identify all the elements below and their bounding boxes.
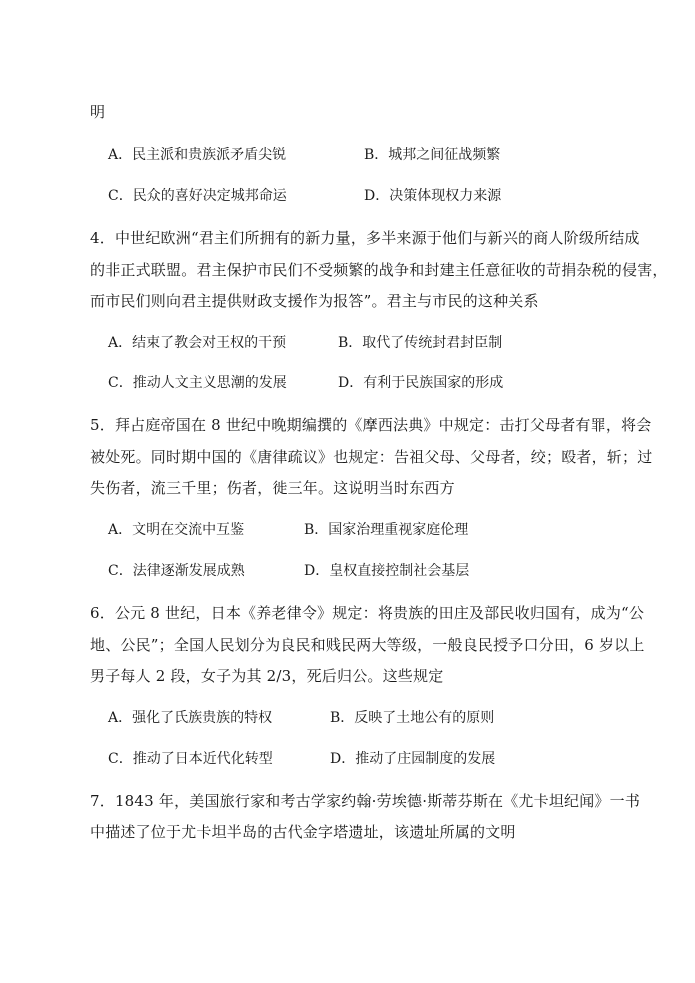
q5-stem-line-1: 5．拜占庭帝国在 8 世纪中晚期编撰的《摩西法典》中规定：击打父母者有罪，将会 [90,416,652,434]
q7-stem-line-1: 7．1843 年，美国旅行家和考古学家约翰·劳埃德·斯蒂芬斯在《尤卡坦纪闻》一书 [90,792,641,810]
q6-stem-line-3: 男子每人 2 段，女子为其 2/3，死后归公。这些规定 [90,667,444,685]
q6-option-a[interactable]: A．强化了氏族贵族的特权 [108,710,273,726]
q4-option-d[interactable]: D．有利于民族国家的形成 [338,375,504,391]
q3-option-a[interactable]: A．民主派和贵族派矛盾尖锐 [108,147,287,163]
q5-option-a[interactable]: A．文明在交流中互鉴 [108,522,245,538]
q5-stem-line-3: 失伤者，流三千里；伤者，徙三年。这说明当时东西方 [90,479,455,497]
q4-option-c[interactable]: C．推动人文主义思潮的发展 [108,375,287,391]
q5-option-c[interactable]: C．法律逐渐发展成熟 [108,563,245,579]
q6-stem-line-1: 6．公元 8 世纪，日本《养老律令》规定：将贵族的田庄及部民收归国有，成为“公 [90,604,645,622]
q4-option-b[interactable]: B．取代了传统封君封臣制 [338,335,503,351]
q5-stem-line-2: 被处死。同时期中国的《唐律疏议》也规定：告祖父母、父母者，绞；殴者，斩；过 [90,448,653,466]
q5-option-b[interactable]: B．国家治理重视家庭伦理 [304,522,469,538]
q3-option-c[interactable]: C．民众的喜好决定城邦命运 [108,188,287,204]
q5-option-d[interactable]: D．皇权直接控制社会基层 [304,563,470,579]
q3-option-b[interactable]: B．城邦之间征战频繁 [364,147,501,163]
q4-option-a[interactable]: A．结束了教会对王权的干预 [108,335,287,351]
q3-stem-continuation: 明 [90,103,106,121]
q6-stem-line-2: 地、公民”；全国人民划分为良民和贱民两大等级，一般良民授予口分田，6 岁以上 [90,636,645,654]
q6-option-c[interactable]: C．推动了日本近代化转型 [108,751,273,767]
q6-option-b[interactable]: B．反映了土地公有的原则 [330,710,495,726]
q4-stem-line-1: 4．中世纪欧洲“君主们所拥有的新力量，多半来源于他们与新兴的商人阶级所结成 [90,229,640,247]
q4-stem-line-2: 的非正式联盟。君主保护市民们不受频繁的战争和封建主任意征收的苛捐杂税的侵害， [90,261,668,279]
q6-option-d[interactable]: D．推动了庄园制度的发展 [330,751,496,767]
q3-option-d[interactable]: D．决策体现权力来源 [364,188,502,204]
q4-stem-line-3: 而市民们则向君主提供财政支援作为报答”。君主与市民的这种关系 [90,292,539,310]
q7-stem-line-2: 中描述了位于尤卡坦半岛的古代金字塔遗址，该遗址所属的文明 [90,823,516,841]
